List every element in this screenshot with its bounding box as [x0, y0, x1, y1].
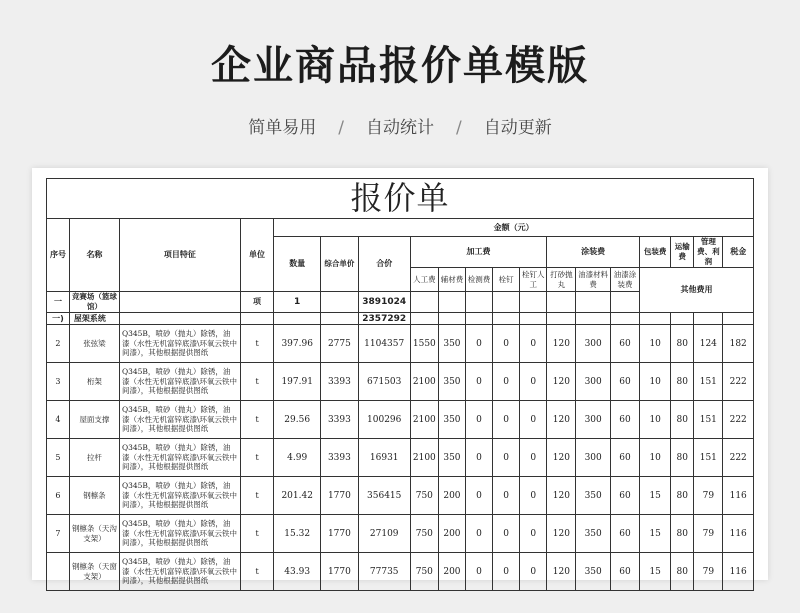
row-unit-price: 3393	[321, 401, 359, 439]
tag-auto-update: 自动更新	[483, 118, 552, 138]
row-transport: 80	[671, 363, 694, 401]
header-amount: 金额（元）	[274, 219, 754, 237]
row-unit-price: 1770	[321, 553, 359, 591]
row-packaging: 10	[640, 439, 671, 477]
row-sanding: 120	[547, 325, 576, 363]
row-labor: 750	[410, 477, 438, 515]
subsection-seq: 一)	[47, 313, 70, 325]
row-bolt-labor: 0	[520, 401, 547, 439]
row-packaging: 15	[640, 477, 671, 515]
row-bolt: 0	[493, 515, 520, 553]
row-bolt-labor: 0	[520, 477, 547, 515]
tag-auto-stat: 自动统计	[366, 118, 434, 138]
row-paint-coating: 60	[610, 439, 639, 477]
row-paint-material: 350	[576, 477, 610, 515]
row-qty: 201.42	[274, 477, 321, 515]
header-labor: 人工费	[410, 268, 438, 292]
row-qty: 29.56	[274, 401, 321, 439]
subsection-name: 屋架系统	[69, 313, 119, 325]
row-unit: t	[240, 439, 273, 477]
row-mgmt: 79	[694, 477, 723, 515]
row-packaging: 10	[640, 401, 671, 439]
row-transport: 80	[671, 401, 694, 439]
row-bolt: 0	[493, 439, 520, 477]
row-packaging: 15	[640, 553, 671, 591]
header-feature: 项目特征	[119, 219, 240, 292]
row-unit: t	[240, 363, 273, 401]
row-bolt-labor: 0	[520, 439, 547, 477]
row-bolt-labor: 0	[520, 515, 547, 553]
row-mgmt: 151	[694, 401, 723, 439]
row-sanding: 120	[547, 363, 576, 401]
row-inspection: 0	[466, 325, 493, 363]
row-seq: 6	[47, 477, 70, 515]
row-packaging: 10	[640, 325, 671, 363]
row-total: 100296	[358, 401, 410, 439]
row-bolt: 0	[493, 363, 520, 401]
row-seq: 2	[47, 325, 70, 363]
row-name: 张弦梁	[69, 325, 119, 363]
row-aux-material: 350	[438, 363, 465, 401]
row-total: 1104357	[358, 325, 410, 363]
row-mgmt: 151	[694, 363, 723, 401]
sheet-title: 报价单	[47, 179, 754, 219]
row-aux-material: 200	[438, 553, 465, 591]
row-sanding: 120	[547, 439, 576, 477]
header-bolt-labor: 栓钉人工	[520, 268, 547, 292]
row-feature: Q345B，喷砂（抛丸）除锈，油漆（水性无机富锌底漆\环氧云铁中间漆），其他根据提供图纸	[119, 515, 240, 553]
section-unit: 项	[240, 292, 273, 313]
row-unit-price: 1770	[321, 515, 359, 553]
header-bolt: 栓钉	[493, 268, 520, 292]
row-paint-coating: 60	[610, 363, 639, 401]
row-transport: 80	[671, 477, 694, 515]
table-row	[47, 553, 754, 591]
row-labor: 2100	[410, 363, 438, 401]
header-mgmt: 管理费、利润	[694, 237, 723, 268]
row-sanding: 120	[547, 553, 576, 591]
row-tax: 116	[723, 515, 754, 553]
row-unit: t	[240, 477, 273, 515]
row-bolt: 0	[493, 325, 520, 363]
row-transport: 80	[671, 439, 694, 477]
row-feature: Q345B，喷砂（抛丸）除锈，油漆（水性无机富锌底漆\环氧云铁中间漆），其他根据提供图纸	[119, 553, 240, 591]
page-title: 企业商品报价单模版	[211, 43, 589, 89]
section-name: 竞赛场（篮球馆）	[69, 292, 119, 313]
row-paint-coating: 60	[610, 515, 639, 553]
header-aux-material: 辅材费	[438, 268, 465, 292]
row-tax: 222	[723, 439, 754, 477]
row-transport: 80	[671, 325, 694, 363]
row-paint-coating: 60	[610, 325, 639, 363]
row-transport: 80	[671, 515, 694, 553]
row-tax: 116	[723, 553, 754, 591]
header-painting: 涂装费	[547, 237, 640, 268]
row-bolt-labor: 0	[520, 553, 547, 591]
row-aux-material: 200	[438, 477, 465, 515]
table-row	[47, 515, 754, 553]
row-labor: 750	[410, 515, 438, 553]
row-paint-material: 350	[576, 553, 610, 591]
row-name: 钢檩条（天沟支架）	[69, 515, 119, 553]
row-qty: 43.93	[274, 553, 321, 591]
header-paint-coating: 油漆涂装费	[610, 268, 639, 292]
row-qty: 15.32	[274, 515, 321, 553]
tag-easy: 简单易用	[248, 118, 317, 138]
row-paint-coating: 60	[610, 553, 639, 591]
row-seq: 4	[47, 401, 70, 439]
tag-separator: /	[338, 118, 344, 138]
row-paint-material: 300	[576, 363, 610, 401]
row-bolt: 0	[493, 553, 520, 591]
row-unit: t	[240, 515, 273, 553]
table-row	[47, 439, 754, 477]
row-aux-material: 350	[438, 439, 465, 477]
header-packaging: 包装费	[640, 237, 671, 268]
header-seq: 序号	[47, 219, 70, 292]
row-labor: 2100	[410, 401, 438, 439]
row-bolt: 0	[493, 401, 520, 439]
header-total: 合价	[358, 237, 410, 292]
row-unit-price: 3393	[321, 363, 359, 401]
table-row	[47, 325, 754, 363]
row-inspection: 0	[466, 477, 493, 515]
row-tax: 116	[723, 477, 754, 515]
table-row	[47, 363, 754, 401]
row-unit: t	[240, 401, 273, 439]
row-feature: Q345B，喷砂（抛丸）除锈，油漆（水性无机富锌底漆\环氧云铁中间漆），其他根据提供图纸	[119, 325, 240, 363]
header-paint-material: 油漆材料费	[576, 268, 610, 292]
row-paint-coating: 60	[610, 401, 639, 439]
tag-separator: /	[456, 118, 462, 138]
row-feature: Q345B，喷砂（抛丸）除锈，油漆（水性无机富锌底漆\环氧云铁中间漆），其他根据提供图纸	[119, 439, 240, 477]
row-tax: 222	[723, 401, 754, 439]
row-labor: 750	[410, 553, 438, 591]
header-inspection: 检测费	[466, 268, 493, 292]
row-aux-material: 350	[438, 401, 465, 439]
row-paint-material: 300	[576, 401, 610, 439]
row-aux-material: 350	[438, 325, 465, 363]
row-unit-price: 3393	[321, 439, 359, 477]
row-seq: 7	[47, 515, 70, 553]
row-labor: 2100	[410, 439, 438, 477]
row-name: 钢檩条	[69, 477, 119, 515]
row-inspection: 0	[466, 515, 493, 553]
row-name: 屋面支撑	[69, 401, 119, 439]
header-transport: 运输费	[671, 237, 694, 268]
row-feature: Q345B，喷砂（抛丸）除锈，油漆（水性无机富锌底漆\环氧云铁中间漆），其他根据提供图纸	[119, 363, 240, 401]
row-unit-price: 1770	[321, 477, 359, 515]
header-unit-price: 综合单价	[321, 237, 359, 292]
row-total: 671503	[358, 363, 410, 401]
row-name: 桁架	[69, 363, 119, 401]
row-qty: 197.91	[274, 363, 321, 401]
row-qty: 4.99	[274, 439, 321, 477]
row-transport: 80	[671, 553, 694, 591]
row-mgmt: 79	[694, 515, 723, 553]
header-qty: 数量	[274, 237, 321, 292]
row-seq	[47, 553, 70, 591]
row-total: 356415	[358, 477, 410, 515]
header-unit: 单位	[240, 219, 273, 292]
row-inspection: 0	[466, 439, 493, 477]
section-qty: 1	[274, 292, 321, 313]
row-total: 16931	[358, 439, 410, 477]
row-bolt: 0	[493, 477, 520, 515]
row-unit: t	[240, 553, 273, 591]
row-total: 77735	[358, 553, 410, 591]
row-mgmt: 124	[694, 325, 723, 363]
row-total: 27109	[358, 515, 410, 553]
row-sanding: 120	[547, 401, 576, 439]
row-unit: t	[240, 325, 273, 363]
row-mgmt: 79	[694, 553, 723, 591]
row-feature: Q345B，喷砂（抛丸）除锈，油漆（水性无机富锌底漆\环氧云铁中间漆），其他根据提供图纸	[119, 401, 240, 439]
row-unit-price: 2775	[321, 325, 359, 363]
row-mgmt: 151	[694, 439, 723, 477]
row-name: 钢檩条（天窗支架）	[69, 553, 119, 591]
row-packaging: 15	[640, 515, 671, 553]
row-qty: 397.96	[274, 325, 321, 363]
row-bolt-labor: 0	[520, 363, 547, 401]
table-row	[47, 401, 754, 439]
header-processing: 加工费	[410, 237, 547, 268]
row-inspection: 0	[466, 363, 493, 401]
row-tax: 222	[723, 363, 754, 401]
header-other-fees: 其他费用	[640, 268, 754, 313]
subsection-total: 2357292	[358, 313, 410, 325]
header-sanding: 打砂抛丸	[547, 268, 576, 292]
row-paint-coating: 60	[610, 477, 639, 515]
row-aux-material: 200	[438, 515, 465, 553]
row-bolt-labor: 0	[520, 325, 547, 363]
section-total: 3891024	[358, 292, 410, 313]
feature-tags	[0, 113, 800, 138]
row-tax: 182	[723, 325, 754, 363]
row-feature: Q345B，喷砂（抛丸）除锈，油漆（水性无机富锌底漆\环氧云铁中间漆），其他根据提供图纸	[119, 477, 240, 515]
quote-table	[46, 178, 754, 591]
row-seq: 5	[47, 439, 70, 477]
row-paint-material: 300	[576, 439, 610, 477]
header-name: 名称	[69, 219, 119, 292]
row-name: 拉杆	[69, 439, 119, 477]
table-row	[47, 477, 754, 515]
row-paint-material: 350	[576, 515, 610, 553]
row-paint-material: 300	[576, 325, 610, 363]
row-labor: 1550	[410, 325, 438, 363]
row-inspection: 0	[466, 553, 493, 591]
header-tax: 税金	[723, 237, 754, 268]
quote-sheet	[32, 168, 768, 586]
row-inspection: 0	[466, 401, 493, 439]
row-packaging: 10	[640, 363, 671, 401]
row-sanding: 120	[547, 515, 576, 553]
section-seq: 一	[47, 292, 70, 313]
row-seq: 3	[47, 363, 70, 401]
row-sanding: 120	[547, 477, 576, 515]
